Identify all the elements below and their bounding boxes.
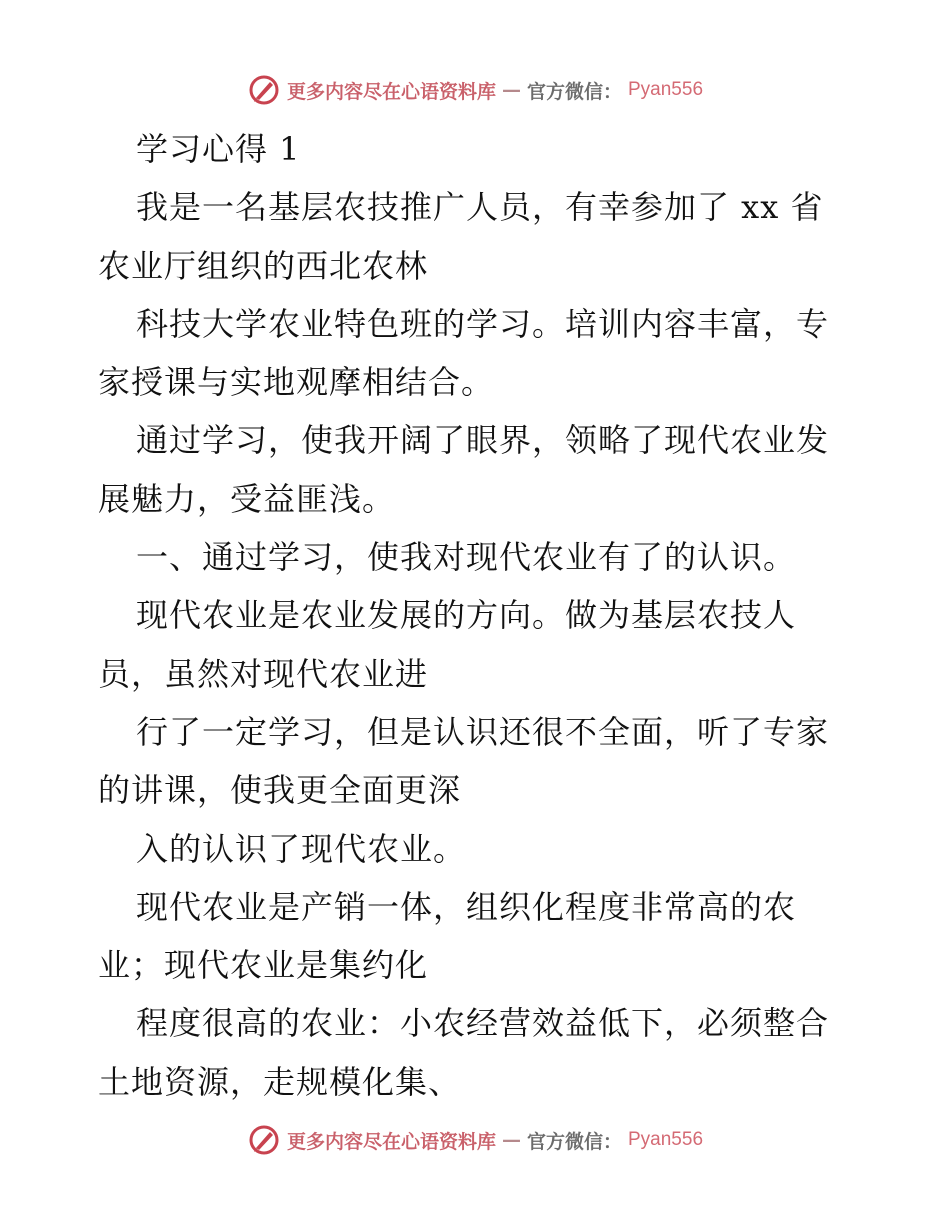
doc-line-3: 农业厅组织的西北农林 <box>98 246 429 285</box>
doc-line-4: 科技大学农业特色班的学习。培训内容丰富，专 <box>136 304 830 343</box>
doc-line-12: 的讲课，使我更全面更深 <box>98 771 462 810</box>
doc-line-17: 土地资源，走规模化集、 <box>98 1062 462 1101</box>
doc-line-8: 一、通过学习，使我对现代农业有了的认识。 <box>136 538 797 577</box>
banner-wechat-id: Pyan556 <box>628 1129 704 1150</box>
footer-banner <box>0 1120 950 1160</box>
banner-dash: — <box>501 1129 521 1151</box>
doc-line-15: 业；现代农业是集约化 <box>98 946 429 985</box>
banner-site-text: 更多内容尽在心语资料库 <box>286 1130 496 1153</box>
doc-line-1: 学习心得 1 <box>136 130 301 168</box>
pen-logo-icon <box>247 73 281 107</box>
doc-line-10: 员，虽然对现代农业进 <box>98 654 429 693</box>
doc-line-16: 程度很高的农业：小农经营效益低下，必须整合 <box>136 1004 830 1043</box>
banner-wechat-id: Pyan556 <box>628 79 704 100</box>
doc-line-7: 展魅力，受益匪浅。 <box>98 479 396 518</box>
header-banner <box>0 70 950 110</box>
banner-wechat-label: 官方微信： <box>526 1130 622 1153</box>
document-body <box>98 120 858 1111</box>
banner-dash: — <box>501 79 521 101</box>
doc-line-2: 我是一名基层农技推广人员，有幸参加了 xx 省 <box>136 188 824 227</box>
doc-line-9: 现代农业是农业发展的方向。做为基层农技人 <box>136 596 797 635</box>
doc-line-13: 入的认识了现代农业。 <box>136 829 467 868</box>
doc-line-11: 行了一定学习，但是认识还很不全面，听了专家 <box>136 712 830 751</box>
pen-logo-icon <box>247 1123 281 1157</box>
banner-site-text: 更多内容尽在心语资料库 <box>286 80 496 103</box>
doc-line-14: 现代农业是产销一体，组织化程度非常高的农 <box>136 887 797 926</box>
banner-wechat-label: 官方微信： <box>526 80 622 103</box>
doc-line-5: 家授课与实地观摩相结合。 <box>98 363 495 402</box>
doc-line-6: 通过学习，使我开阔了眼界，领略了现代农业发 <box>136 421 830 460</box>
